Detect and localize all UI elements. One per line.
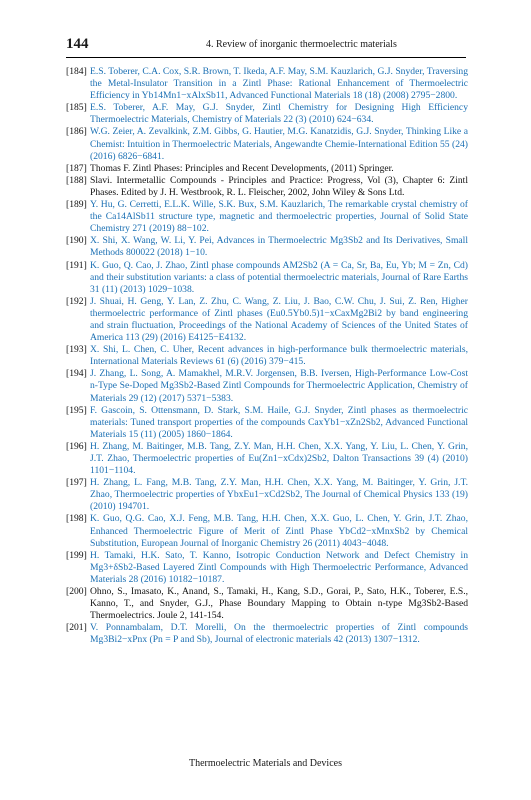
- reference-item: [66, 175, 468, 199]
- reference-number: [189]: [66, 199, 87, 211]
- reference-link[interactable]: K. Guo, Q.G. Cao, X.J. Feng, M.B. Tang, H.H. Chen, X.X. Guo, L. Chen, Y. Grin, J.T. Zhao, Enhanced Thermoelectric Figure of Merit of Zintl Phase YbCd2−xMnxSb2 by Chemical Substitution, European Journal of Inorganic Chemistry 26 (2011) 4043−4048.: [90, 513, 468, 549]
- reference-text: Thomas F. Zintl Phases: Principles and Recent Developments, (2011) Springer.: [90, 162, 394, 174]
- reference-link[interactable]: H. Tamaki, H.K. Sato, T. Kanno, Isotropic Conduction Network and Defect Chemistry in Mg3+δSb2-Based Layered Zintl Compounds with High Thermoelectric Performance, Advanced Materials 28 (2016) 10182−10187.: [90, 549, 468, 585]
- reference-item: [66, 477, 468, 513]
- reference-item: [66, 405, 468, 441]
- reference-item: [66, 260, 468, 296]
- reference-text: Ohno, S., Imasato, K., Anand, S., Tamaki, H., Kang, S.D., Gorai, P., Sato, H.K., Toberer, E.S., Kanno, T., and Snyder, G.J., Phase Boundary Mapping to Obtain n-type Mg3Sb2-Based Thermoelectrics. Joule 2, 141-154.: [90, 586, 468, 622]
- reference-link[interactable]: H. Zhang, L. Fang, M.B. Tang, Z.Y. Man, H.H. Chen, X.X. Yang, M. Baitinger, Y. Grin, J.T. Zhao, Thermoelectric properties of YbxEu1−xCd2Sb2, The Journal of Chemical Physics 133 (19) (2010) 194701.: [90, 477, 468, 513]
- reference-number: [186]: [66, 126, 87, 138]
- page-header: [66, 36, 466, 56]
- reference-item: [66, 441, 468, 477]
- reference-number: [192]: [66, 295, 87, 307]
- reference-link[interactable]: H. Zhang, M. Baitinger, M.B. Tang, Z.Y. Man, H.H. Chen, X.X. Yang, Y. Liu, L. Chen, Y. Grin, J.T. Zhao, Thermoelectric properties of Eu(Zn1−xCdx)2Sb2, Dalton Transactions 39 (4) (2010) 1101−1104.: [90, 440, 468, 477]
- reference-number: [194]: [66, 368, 87, 380]
- reference-item: [66, 163, 468, 175]
- reference-item: [66, 622, 468, 646]
- running-title: 4. Review of inorganic thermoelectric materials: [206, 39, 397, 50]
- header-rule: [66, 57, 466, 58]
- reference-number: [201]: [66, 622, 87, 634]
- reference-number: [185]: [66, 102, 87, 114]
- reference-item: [66, 235, 468, 259]
- reference-item: [66, 550, 468, 586]
- reference-number: [200]: [66, 586, 87, 598]
- reference-number: [193]: [66, 344, 87, 356]
- reference-link[interactable]: J. Shuai, H. Geng, Y. Lan, Z. Zhu, C. Wang, Z. Liu, J. Bao, C.W. Chu, J. Sui, Z. Ren, Higher thermoelectric performance of Zintl phases (Eu0.5Yb0.5)1−xCaxMg2Bi2 by band engineering and strain fluctuation, Proceedings of the National Academy of Sciences of the United States of America 113 (29) (2016) E4125−E4132.: [90, 295, 468, 344]
- reference-item: [66, 296, 468, 344]
- reference-item: [66, 513, 468, 549]
- reference-number: [197]: [66, 477, 87, 489]
- reference-item: [66, 199, 468, 235]
- reference-number: [191]: [66, 259, 87, 271]
- reference-link[interactable]: V. Ponnambalam, D.T. Morelli, On the thermoelectric properties of Zintl compounds Mg3Bi2−xPnx (Pn = P and Sb), Journal of electronic materials 42 (2013) 1307−1312.: [90, 622, 468, 646]
- reference-item: [66, 586, 468, 622]
- reference-text: Slavi. Intermetallic Compounds - Principles and Practice: Progress, Vol (3), Chapter 6: Zintl Phases. Edited by J. H. Westbrook, R. L. Fleischer, 2002, John Wiley & Sons Ltd.: [90, 174, 468, 198]
- reference-number: [195]: [66, 404, 87, 416]
- reference-link[interactable]: X. Shi, X. Wang, W. Li, Y. Pei, Advances in Thermoelectric Mg3Sb2 and Its Derivatives, Small Methods 800022 (2018) 1−10.: [90, 235, 468, 259]
- reference-item: [66, 368, 468, 404]
- reference-link[interactable]: E.S. Toberer, A.F. May, G.J. Snyder, Zintl Chemistry for Designing High Efficiency Thermoelectric Materials, Chemistry of Materials 22 (3) (2010) 624−634.: [90, 102, 468, 126]
- reference-number: [198]: [66, 513, 87, 525]
- reference-item: [66, 126, 468, 162]
- reference-link[interactable]: W.G. Zeier, A. Zevalkink, Z.M. Gibbs, G. Hautier, M.G. Kanatzidis, G.J. Snyder, Thinking Like a Chemist: Intuition in Thermoelectric Materials, Angewandte Chemie-International Edition 55 (24) (2016) 6826−6841.: [90, 126, 468, 162]
- reference-item: [66, 66, 468, 102]
- reference-item: [66, 344, 468, 368]
- page-number: 144: [66, 36, 89, 52]
- reference-number: [199]: [66, 549, 87, 561]
- reference-link[interactable]: E.S. Toberer, C.A. Cox, S.R. Brown, T. Ikeda, A.F. May, S.M. Kauzlarich, G.J. Snyder, Traversing the Metal-Insulator Transition in a Zintl Phase: Rational Enhancement of Thermoelectric Efficiency in Yb14Mn1−xAlxSb11, Advanced Functional Materials 18 (18) (2008) 2795−2800.: [90, 66, 468, 102]
- reference-link[interactable]: Y. Hu, G. Cerretti, E.L.K. Wille, S.K. Bux, S.M. Kauzlarich, The remarkable crystal chemistry of the Ca14AlSb11 structure type, magnetic and thermoelectric properties, Journal of Solid State Chemistry 271 (2019) 88−102.: [90, 199, 468, 235]
- reference-number: [188]: [66, 174, 87, 186]
- page-footer: Thermoelectric Materials and Devices: [189, 758, 342, 769]
- reference-item: [66, 102, 468, 126]
- reference-link[interactable]: F. Gascoin, S. Ottensmann, D. Stark, S.M. Haile, G.J. Snyder, Zintl phases as thermoelectric materials: Tuned transport properties of the compounds CaxYb1−xZn2Sb2, Advanced Functional Materials 15 (11) (2005) 1860−1864.: [90, 404, 468, 440]
- reference-list: [66, 66, 468, 647]
- reference-number: [187]: [66, 162, 87, 174]
- reference-number: [196]: [66, 440, 87, 452]
- reference-number: [190]: [66, 235, 87, 247]
- reference-number: [184]: [66, 66, 87, 77]
- reference-link[interactable]: J. Zhang, L. Song, A. Mamakhel, M.R.V. Jorgensen, B.B. Iversen, High-Performance Low-Cost n-Type Se-Doped Mg3Sb2-Based Zintl Compounds for Thermoelectric Application, Chemistry of Materials 29 (12) (2017) 5371−5383.: [90, 368, 468, 404]
- reference-link[interactable]: K. Guo, Q. Cao, J. Zhao, Zintl phase compounds AM2Sb2 (A = Ca, Sr, Ba, Eu, Yb; M = Zn, Cd) and their substitution variants: a class of potential thermoelectric materials, Journal of Rare Earths 31 (11) (2013) 1029−1038.: [90, 259, 468, 295]
- reference-link[interactable]: X. Shi, L. Chen, C. Uher, Recent advances in high-performance bulk thermoelectric materials, International Materials Reviews 61 (6) (2016) 379−415.: [90, 344, 468, 368]
